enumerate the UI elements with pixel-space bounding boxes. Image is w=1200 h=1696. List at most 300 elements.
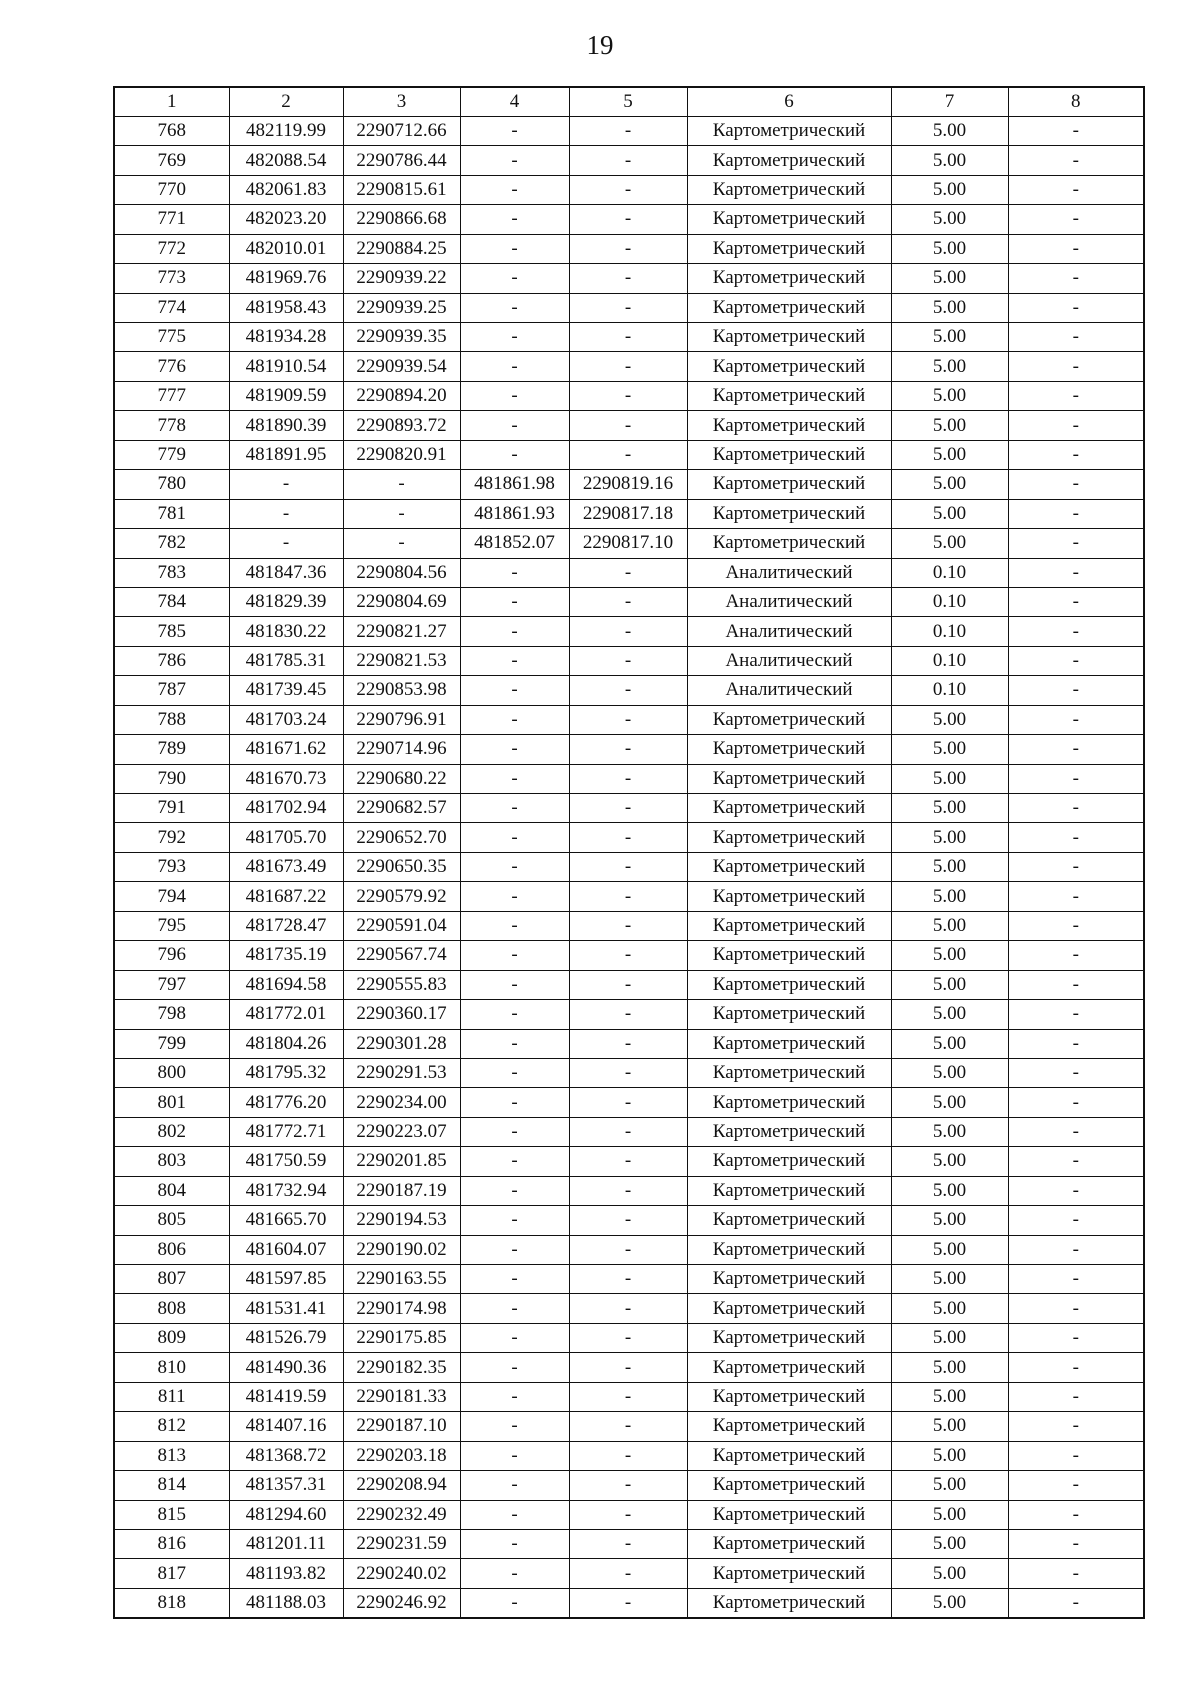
table-cell: 5.00 <box>891 764 1008 793</box>
table-cell: - <box>460 617 569 646</box>
table-cell: - <box>1008 529 1144 558</box>
table-cell: Картометрический <box>687 1294 891 1323</box>
table-cell: 481368.72 <box>229 1441 343 1470</box>
table-cell: 2290817.18 <box>569 499 687 528</box>
table-cell: - <box>460 764 569 793</box>
table-row <box>114 1000 1144 1029</box>
table-cell: 5.00 <box>891 852 1008 881</box>
table-row <box>114 1529 1144 1558</box>
table-cell: 776 <box>114 352 229 381</box>
table-row <box>114 617 1144 646</box>
header-cell: 7 <box>891 87 1008 116</box>
header-cell: 5 <box>569 87 687 116</box>
table-cell: - <box>1008 1323 1144 1352</box>
table-cell: 481776.20 <box>229 1088 343 1117</box>
table-cell: 481847.36 <box>229 558 343 587</box>
table-cell: 481732.94 <box>229 1176 343 1205</box>
table-cell: 481687.22 <box>229 882 343 911</box>
table-cell: 789 <box>114 735 229 764</box>
table-cell: 2290182.35 <box>343 1353 460 1382</box>
table-cell: - <box>460 970 569 999</box>
table-cell: 808 <box>114 1294 229 1323</box>
table-cell: 481407.16 <box>229 1412 343 1441</box>
table-cell: 814 <box>114 1471 229 1500</box>
table-cell: - <box>1008 1058 1144 1087</box>
table-cell: 787 <box>114 676 229 705</box>
table-cell: 481909.59 <box>229 381 343 410</box>
table-cell: - <box>460 175 569 204</box>
table-cell: - <box>569 646 687 675</box>
table-cell: 481772.01 <box>229 1000 343 1029</box>
table-cell: Картометрический <box>687 705 891 734</box>
table-cell: - <box>460 705 569 734</box>
table-cell: 770 <box>114 175 229 204</box>
table-cell: - <box>460 1588 569 1617</box>
table-cell: 788 <box>114 705 229 734</box>
table-cell: Картометрический <box>687 852 891 881</box>
table-cell: 793 <box>114 852 229 881</box>
table-cell: 5.00 <box>891 116 1008 145</box>
table-cell: 769 <box>114 146 229 175</box>
table-row <box>114 941 1144 970</box>
table-cell: Картометрический <box>687 1176 891 1205</box>
table-cell: - <box>569 587 687 616</box>
table-cell: 2290894.20 <box>343 381 460 410</box>
table-cell: - <box>569 970 687 999</box>
header-cell: 1 <box>114 87 229 116</box>
table-cell: - <box>1008 1500 1144 1529</box>
table-cell: - <box>460 381 569 410</box>
table-cell: - <box>569 794 687 823</box>
table-row <box>114 234 1144 263</box>
table-cell: 5.00 <box>891 1500 1008 1529</box>
table-cell: 5.00 <box>891 499 1008 528</box>
table-cell: 5.00 <box>891 1029 1008 1058</box>
table-row <box>114 882 1144 911</box>
table-cell: - <box>1008 911 1144 940</box>
table-cell: Картометрический <box>687 175 891 204</box>
table-cell: Аналитический <box>687 646 891 675</box>
table-cell: - <box>460 234 569 263</box>
table-cell: - <box>229 529 343 558</box>
table-cell: 810 <box>114 1353 229 1382</box>
table-cell: 2290652.70 <box>343 823 460 852</box>
table-cell: 481861.93 <box>460 499 569 528</box>
table-cell: 768 <box>114 116 229 145</box>
table-cell: 5.00 <box>891 1176 1008 1205</box>
table-cell: - <box>569 911 687 940</box>
table-cell: 5.00 <box>891 1529 1008 1558</box>
table-cell: 481739.45 <box>229 676 343 705</box>
table-cell: 5.00 <box>891 823 1008 852</box>
table-cell: 481604.07 <box>229 1235 343 1264</box>
table-cell: Аналитический <box>687 558 891 587</box>
table-row <box>114 1323 1144 1352</box>
table-cell: 2290804.69 <box>343 587 460 616</box>
table-cell: 2290714.96 <box>343 735 460 764</box>
table-cell: Аналитический <box>687 676 891 705</box>
table-cell: - <box>1008 1588 1144 1617</box>
table-cell: - <box>460 1088 569 1117</box>
table-cell: - <box>1008 676 1144 705</box>
table-cell: 5.00 <box>891 1235 1008 1264</box>
table-row <box>114 1294 1144 1323</box>
table-cell: - <box>569 381 687 410</box>
table-cell: - <box>569 1588 687 1617</box>
table-cell: 5.00 <box>891 1088 1008 1117</box>
table-cell: 2290884.25 <box>343 234 460 263</box>
table-cell: - <box>1008 293 1144 322</box>
table-cell: 2290821.27 <box>343 617 460 646</box>
table-cell: - <box>569 705 687 734</box>
table-cell: - <box>229 499 343 528</box>
table-cell: - <box>460 1559 569 1588</box>
table-cell: - <box>1008 794 1144 823</box>
table-cell: 785 <box>114 617 229 646</box>
table-cell: - <box>343 529 460 558</box>
table-cell: Аналитический <box>687 617 891 646</box>
table-cell: - <box>569 1323 687 1352</box>
table-cell: 481490.36 <box>229 1353 343 1382</box>
table-cell: - <box>1008 205 1144 234</box>
table-cell: 5.00 <box>891 1588 1008 1617</box>
table-cell: 481891.95 <box>229 440 343 469</box>
table-cell: 481703.24 <box>229 705 343 734</box>
table-cell: - <box>1008 1117 1144 1146</box>
table-cell: 2290291.53 <box>343 1058 460 1087</box>
table-cell: 481357.31 <box>229 1471 343 1500</box>
table-row <box>114 264 1144 293</box>
table-cell: - <box>1008 499 1144 528</box>
table-cell: - <box>460 794 569 823</box>
table-cell: 5.00 <box>891 1559 1008 1588</box>
table-cell: - <box>569 116 687 145</box>
table-cell: - <box>569 882 687 911</box>
table-cell: Картометрический <box>687 794 891 823</box>
table-cell: - <box>569 264 687 293</box>
table-cell: 2290301.28 <box>343 1029 460 1058</box>
table-cell: 2290240.02 <box>343 1559 460 1588</box>
table-cell: - <box>460 411 569 440</box>
table-cell: - <box>1008 587 1144 616</box>
table-cell: 780 <box>114 470 229 499</box>
table-cell: - <box>460 264 569 293</box>
table-cell: Картометрический <box>687 764 891 793</box>
table-cell: 0.10 <box>891 587 1008 616</box>
table-cell: 777 <box>114 381 229 410</box>
table-cell: 481671.62 <box>229 735 343 764</box>
table-cell: - <box>569 852 687 881</box>
table-cell: 481526.79 <box>229 1323 343 1352</box>
table-cell: - <box>1008 1412 1144 1441</box>
table-cell: - <box>569 1206 687 1235</box>
table-cell: 481934.28 <box>229 323 343 352</box>
table-cell: - <box>1008 735 1144 764</box>
table-row <box>114 587 1144 616</box>
table-cell: 5.00 <box>891 411 1008 440</box>
table-cell: - <box>1008 1382 1144 1411</box>
table-cell: - <box>460 323 569 352</box>
table-cell: - <box>569 146 687 175</box>
table-cell: - <box>460 293 569 322</box>
table-cell: 482023.20 <box>229 205 343 234</box>
table-cell: 799 <box>114 1029 229 1058</box>
table-row <box>114 1206 1144 1235</box>
table-cell: 5.00 <box>891 234 1008 263</box>
table-cell: Картометрический <box>687 1353 891 1382</box>
table-cell: 2290360.17 <box>343 1000 460 1029</box>
table-cell: - <box>460 911 569 940</box>
table-cell: 2290190.02 <box>343 1235 460 1264</box>
table-cell: 773 <box>114 264 229 293</box>
table-cell: 5.00 <box>891 381 1008 410</box>
table-cell: 2290821.53 <box>343 646 460 675</box>
table-cell: - <box>569 323 687 352</box>
table-cell: Картометрический <box>687 882 891 911</box>
table-cell: 805 <box>114 1206 229 1235</box>
table-cell: - <box>460 587 569 616</box>
table-cell: 481829.39 <box>229 587 343 616</box>
table-cell: 5.00 <box>891 1471 1008 1500</box>
table-cell: Картометрический <box>687 1412 891 1441</box>
table-cell: 482061.83 <box>229 175 343 204</box>
table-cell: - <box>1008 234 1144 263</box>
table-row <box>114 794 1144 823</box>
table-cell: 5.00 <box>891 1117 1008 1146</box>
table-cell: - <box>460 205 569 234</box>
table-cell: 798 <box>114 1000 229 1029</box>
table-cell: Картометрический <box>687 499 891 528</box>
table-cell: 5.00 <box>891 882 1008 911</box>
table-cell: - <box>460 1441 569 1470</box>
table-cell: 2290804.56 <box>343 558 460 587</box>
table-cell: 5.00 <box>891 1382 1008 1411</box>
table-cell: 794 <box>114 882 229 911</box>
table-cell: - <box>460 941 569 970</box>
table-cell: - <box>460 735 569 764</box>
table-cell: Картометрический <box>687 1471 891 1500</box>
table-cell: - <box>569 1471 687 1500</box>
table-cell: - <box>1008 175 1144 204</box>
table-row <box>114 470 1144 499</box>
table-cell: 809 <box>114 1323 229 1352</box>
table-cell: - <box>460 1294 569 1323</box>
table-cell: - <box>1008 1529 1144 1558</box>
table-row <box>114 1471 1144 1500</box>
table-cell: - <box>460 1471 569 1500</box>
table-row <box>114 823 1144 852</box>
table-cell: 5.00 <box>891 293 1008 322</box>
table-cell: - <box>569 234 687 263</box>
header-cell: 2 <box>229 87 343 116</box>
table-cell: 482010.01 <box>229 234 343 263</box>
table-cell: - <box>1008 852 1144 881</box>
table-cell: 786 <box>114 646 229 675</box>
table-cell: Картометрический <box>687 1500 891 1529</box>
table-cell: Картометрический <box>687 234 891 263</box>
table-cell: - <box>569 293 687 322</box>
table-cell: 2290187.19 <box>343 1176 460 1205</box>
table-cell: 2290680.22 <box>343 764 460 793</box>
table-cell: Картометрический <box>687 1000 891 1029</box>
table-cell: 783 <box>114 558 229 587</box>
table-cell: - <box>569 617 687 646</box>
table-cell: - <box>460 1265 569 1294</box>
header-cell: 3 <box>343 87 460 116</box>
table-cell: Аналитический <box>687 587 891 616</box>
table-cell: 2290939.54 <box>343 352 460 381</box>
table-cell: - <box>229 470 343 499</box>
table-cell: 5.00 <box>891 1206 1008 1235</box>
table-cell: 2290866.68 <box>343 205 460 234</box>
table-cell: - <box>460 1323 569 1352</box>
table-cell: 5.00 <box>891 941 1008 970</box>
table-cell: Картометрический <box>687 1559 891 1588</box>
table-row <box>114 852 1144 881</box>
table-cell: 2290567.74 <box>343 941 460 970</box>
table-cell: 779 <box>114 440 229 469</box>
table-cell: 774 <box>114 293 229 322</box>
table-cell: 481670.73 <box>229 764 343 793</box>
table-cell: Картометрический <box>687 1029 891 1058</box>
table-cell: 2290174.98 <box>343 1294 460 1323</box>
table-row <box>114 646 1144 675</box>
table-cell: 2290815.61 <box>343 175 460 204</box>
table-cell: - <box>569 1294 687 1323</box>
table-cell: 5.00 <box>891 470 1008 499</box>
table-cell: 481969.76 <box>229 264 343 293</box>
table-cell: - <box>1008 1441 1144 1470</box>
table-cell: - <box>569 1029 687 1058</box>
table-cell: 5.00 <box>891 146 1008 175</box>
table-cell: - <box>460 440 569 469</box>
table-cell: - <box>1008 1294 1144 1323</box>
table-cell: - <box>460 1000 569 1029</box>
table-cell: 2290234.00 <box>343 1088 460 1117</box>
table-row <box>114 558 1144 587</box>
header-cell: 6 <box>687 87 891 116</box>
page-number: 19 <box>586 30 614 60</box>
table-cell: 5.00 <box>891 1353 1008 1382</box>
table-row <box>114 1441 1144 1470</box>
table-cell: - <box>569 1559 687 1588</box>
table-cell: Картометрический <box>687 264 891 293</box>
table-cell: - <box>1008 1000 1144 1029</box>
table-cell: 5.00 <box>891 1058 1008 1087</box>
table-row <box>114 499 1144 528</box>
table-cell: 816 <box>114 1529 229 1558</box>
table-cell: 782 <box>114 529 229 558</box>
table-cell: 804 <box>114 1176 229 1205</box>
table-cell: - <box>460 1235 569 1264</box>
table-row <box>114 411 1144 440</box>
table-cell: 772 <box>114 234 229 263</box>
table-cell: Картометрический <box>687 970 891 999</box>
table-cell: 813 <box>114 1441 229 1470</box>
table-cell: - <box>569 1441 687 1470</box>
table-cell: 2290246.92 <box>343 1588 460 1617</box>
table-cell: 778 <box>114 411 229 440</box>
table-row <box>114 911 1144 940</box>
table-cell: 481702.94 <box>229 794 343 823</box>
table-cell: 792 <box>114 823 229 852</box>
table-cell: - <box>569 1117 687 1146</box>
table-cell: 2290223.07 <box>343 1117 460 1146</box>
table-cell: - <box>460 1500 569 1529</box>
table-cell: 2290796.91 <box>343 705 460 734</box>
table-cell: - <box>569 175 687 204</box>
table-cell: - <box>1008 1559 1144 1588</box>
table-cell: 5.00 <box>891 264 1008 293</box>
table-cell: - <box>460 352 569 381</box>
table-cell: 5.00 <box>891 529 1008 558</box>
table-cell: - <box>460 646 569 675</box>
table-cell: 481193.82 <box>229 1559 343 1588</box>
table-header-row <box>114 87 1144 116</box>
table-cell: Картометрический <box>687 1206 891 1235</box>
table-cell: Картометрический <box>687 1117 891 1146</box>
table-row <box>114 293 1144 322</box>
table-cell: - <box>569 823 687 852</box>
table-cell: 481597.85 <box>229 1265 343 1294</box>
table-cell: 0.10 <box>891 646 1008 675</box>
table-cell: 5.00 <box>891 1265 1008 1294</box>
table-cell: 2290175.85 <box>343 1323 460 1352</box>
table-cell: - <box>460 116 569 145</box>
table-row <box>114 1382 1144 1411</box>
table-cell: - <box>569 941 687 970</box>
table-cell: - <box>1008 1353 1144 1382</box>
coordinates-table <box>113 86 1145 1619</box>
table-cell: 481665.70 <box>229 1206 343 1235</box>
table-row <box>114 1588 1144 1617</box>
table-cell: Картометрический <box>687 411 891 440</box>
table-row <box>114 1029 1144 1058</box>
table-cell: - <box>460 1058 569 1087</box>
table-cell: - <box>460 1529 569 1558</box>
table-cell: - <box>1008 1471 1144 1500</box>
table-row <box>114 205 1144 234</box>
table-cell: 5.00 <box>891 1323 1008 1352</box>
table-cell: 2290194.53 <box>343 1206 460 1235</box>
table-cell: - <box>569 1412 687 1441</box>
table-cell: 2290232.49 <box>343 1500 460 1529</box>
header-cell: 4 <box>460 87 569 116</box>
table-cell: Картометрический <box>687 323 891 352</box>
table-cell: 481785.31 <box>229 646 343 675</box>
table-row <box>114 1117 1144 1146</box>
table-cell: - <box>1008 1206 1144 1235</box>
table-row <box>114 1088 1144 1117</box>
table-cell: 481890.39 <box>229 411 343 440</box>
table-cell: - <box>460 676 569 705</box>
table-row <box>114 1353 1144 1382</box>
table-row <box>114 175 1144 204</box>
table-cell: Картометрический <box>687 293 891 322</box>
table-cell: 807 <box>114 1265 229 1294</box>
table-cell: - <box>460 146 569 175</box>
table-cell: - <box>569 1382 687 1411</box>
table-cell: - <box>569 1000 687 1029</box>
table-cell: - <box>460 823 569 852</box>
table-cell: 781 <box>114 499 229 528</box>
table-cell: - <box>569 352 687 381</box>
table-cell: Картометрический <box>687 1058 891 1087</box>
table-cell: - <box>1008 1029 1144 1058</box>
table-cell: 5.00 <box>891 440 1008 469</box>
table-cell: 800 <box>114 1058 229 1087</box>
table-cell: - <box>1008 146 1144 175</box>
